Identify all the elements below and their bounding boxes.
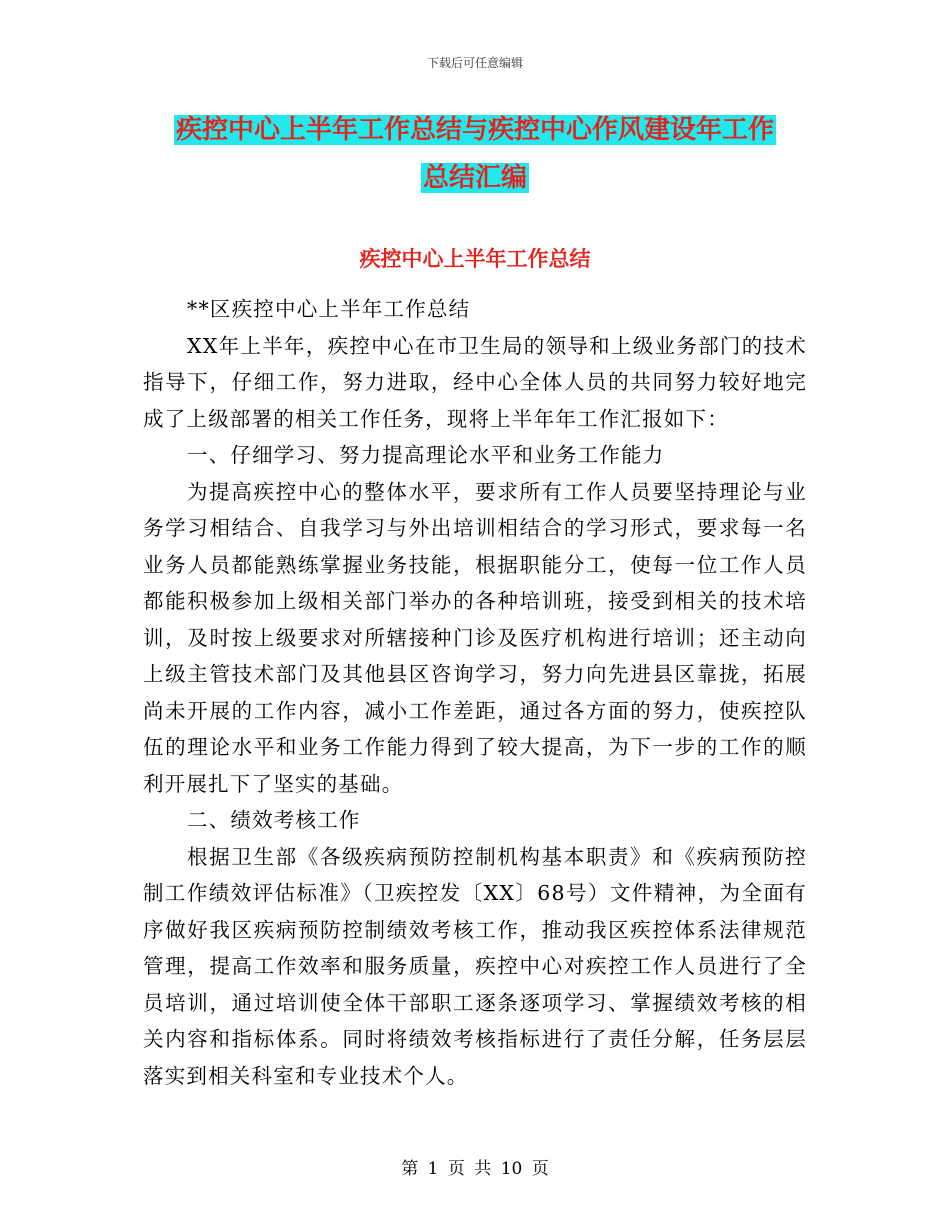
- title-line-1: 疾控中心上半年工作总结与疾控中心作风建设年工作: [175, 115, 774, 145]
- document-title: [0, 106, 950, 202]
- title-line-2: 总结汇编: [422, 163, 527, 193]
- page-footer: 第 1 页 共 10 页: [401, 1159, 549, 1179]
- paragraph-intro: XX年上半年，疾控中心在市卫生局的领导和上级业务部门的技术指导下，仔细工作，努力进取，经中心全体人员的共同努力较好地完成了上级部署的相关工作任务，现将上半年年工作汇报如下：: [143, 333, 807, 431]
- header-note: 下载后可任意编辑: [426, 56, 523, 70]
- document-body: [143, 291, 807, 1094]
- heading-performance: 二、绩效考核工作: [187, 808, 361, 832]
- paragraph-performance: 根据卫生部《各级疾病预防控制机构基本职责》和《疾病预防控制工作绩效评估标准》（卫疾控发〔XX〕68号）文件精神，为全面有序做好我区疾病预防控制绩效考核工作，推动我区疾控体系法律规范管理，提高工作效率和服务质量，疾控中心对疾控工作人员进行了全员培训，通过培训使全体干部职工逐条逐项学习、掌握绩效考核的相关内容和指标体系。同时将绩效考核指标进行了责任分解，任务层层落实到相关科室和专业技术个人。: [143, 844, 807, 1088]
- paragraph-study: 为提高疾控中心的整体水平，要求所有工作人员要坚持理论与业务学习相结合、自我学习与外出培训相结合的学习形式，要求每一名业务人员都能熟练掌握业务技能，根据职能分工，使每一位工作人员都能积极参加上级相关部门举办的各种培训班，接受到相关的技术培训，及时按上级要求对所辖接种门诊及医疗机构进行培训；还主动向上级主管技术部门及其他县区咨询学习，努力向先进县区靠拢，拓展尚未开展的工作内容，减小工作差距，通过各方面的努力，使疾控队伍的理论水平和业务工作能力得到了较大提高，为下一步的工作的顺利开展扎下了坚实的基础。: [143, 479, 807, 796]
- section-title: 疾控中心上半年工作总结: [359, 247, 591, 271]
- paragraph-subtitle: **区疾控中心上半年工作总结: [187, 297, 471, 321]
- heading-study: 一、仔细学习、努力提高理论水平和业务工作能力: [187, 443, 665, 467]
